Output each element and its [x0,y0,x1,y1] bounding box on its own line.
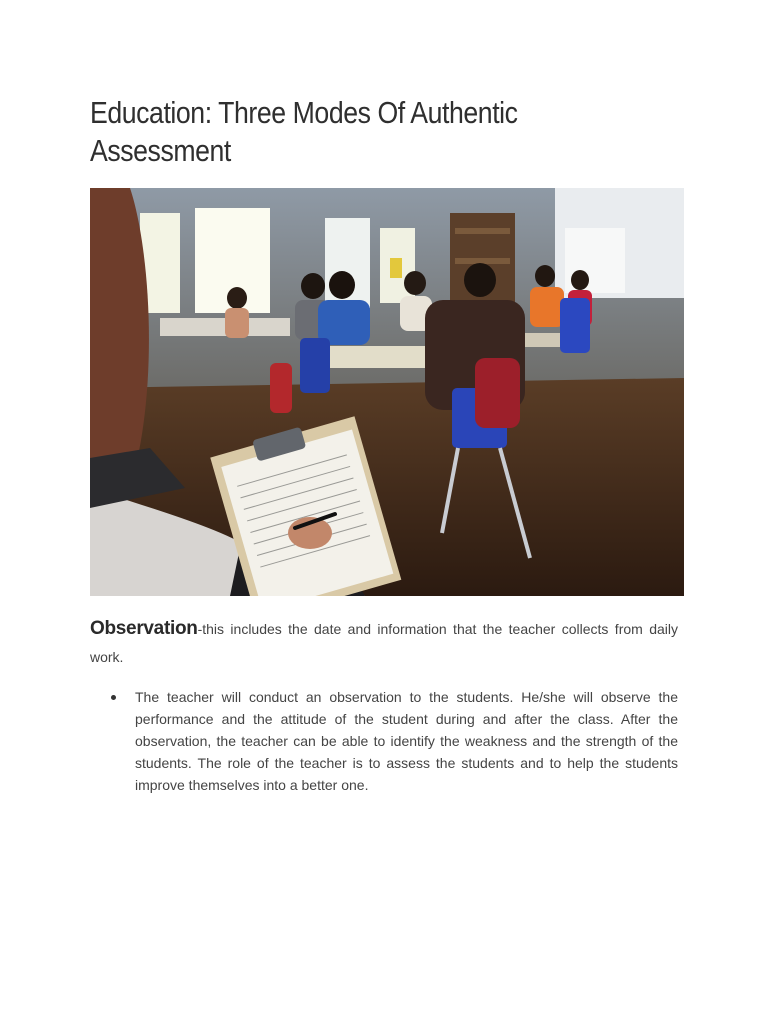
page-title: Education: Three Modes Of Authentic Assessment [90,95,518,168]
list-item [90,686,678,796]
bullet-icon [111,695,116,700]
observation-definition: -this includes the date and information that the teacher collects from daily work. [90,621,678,665]
observation-term: Observation [90,618,198,639]
bullet-text: The teacher will conduct an observation to the students. He/she will observe the performance and the attitude of the student during and after the class. After the observation, the teacher can be able to identify the weakness and the strength of the students. The role of the teacher is to assess the students and to help the students improve themselves into a better one. [135,689,678,793]
observation-paragraph [90,615,678,671]
bullet-list [90,686,678,796]
classroom-photo [90,188,684,596]
